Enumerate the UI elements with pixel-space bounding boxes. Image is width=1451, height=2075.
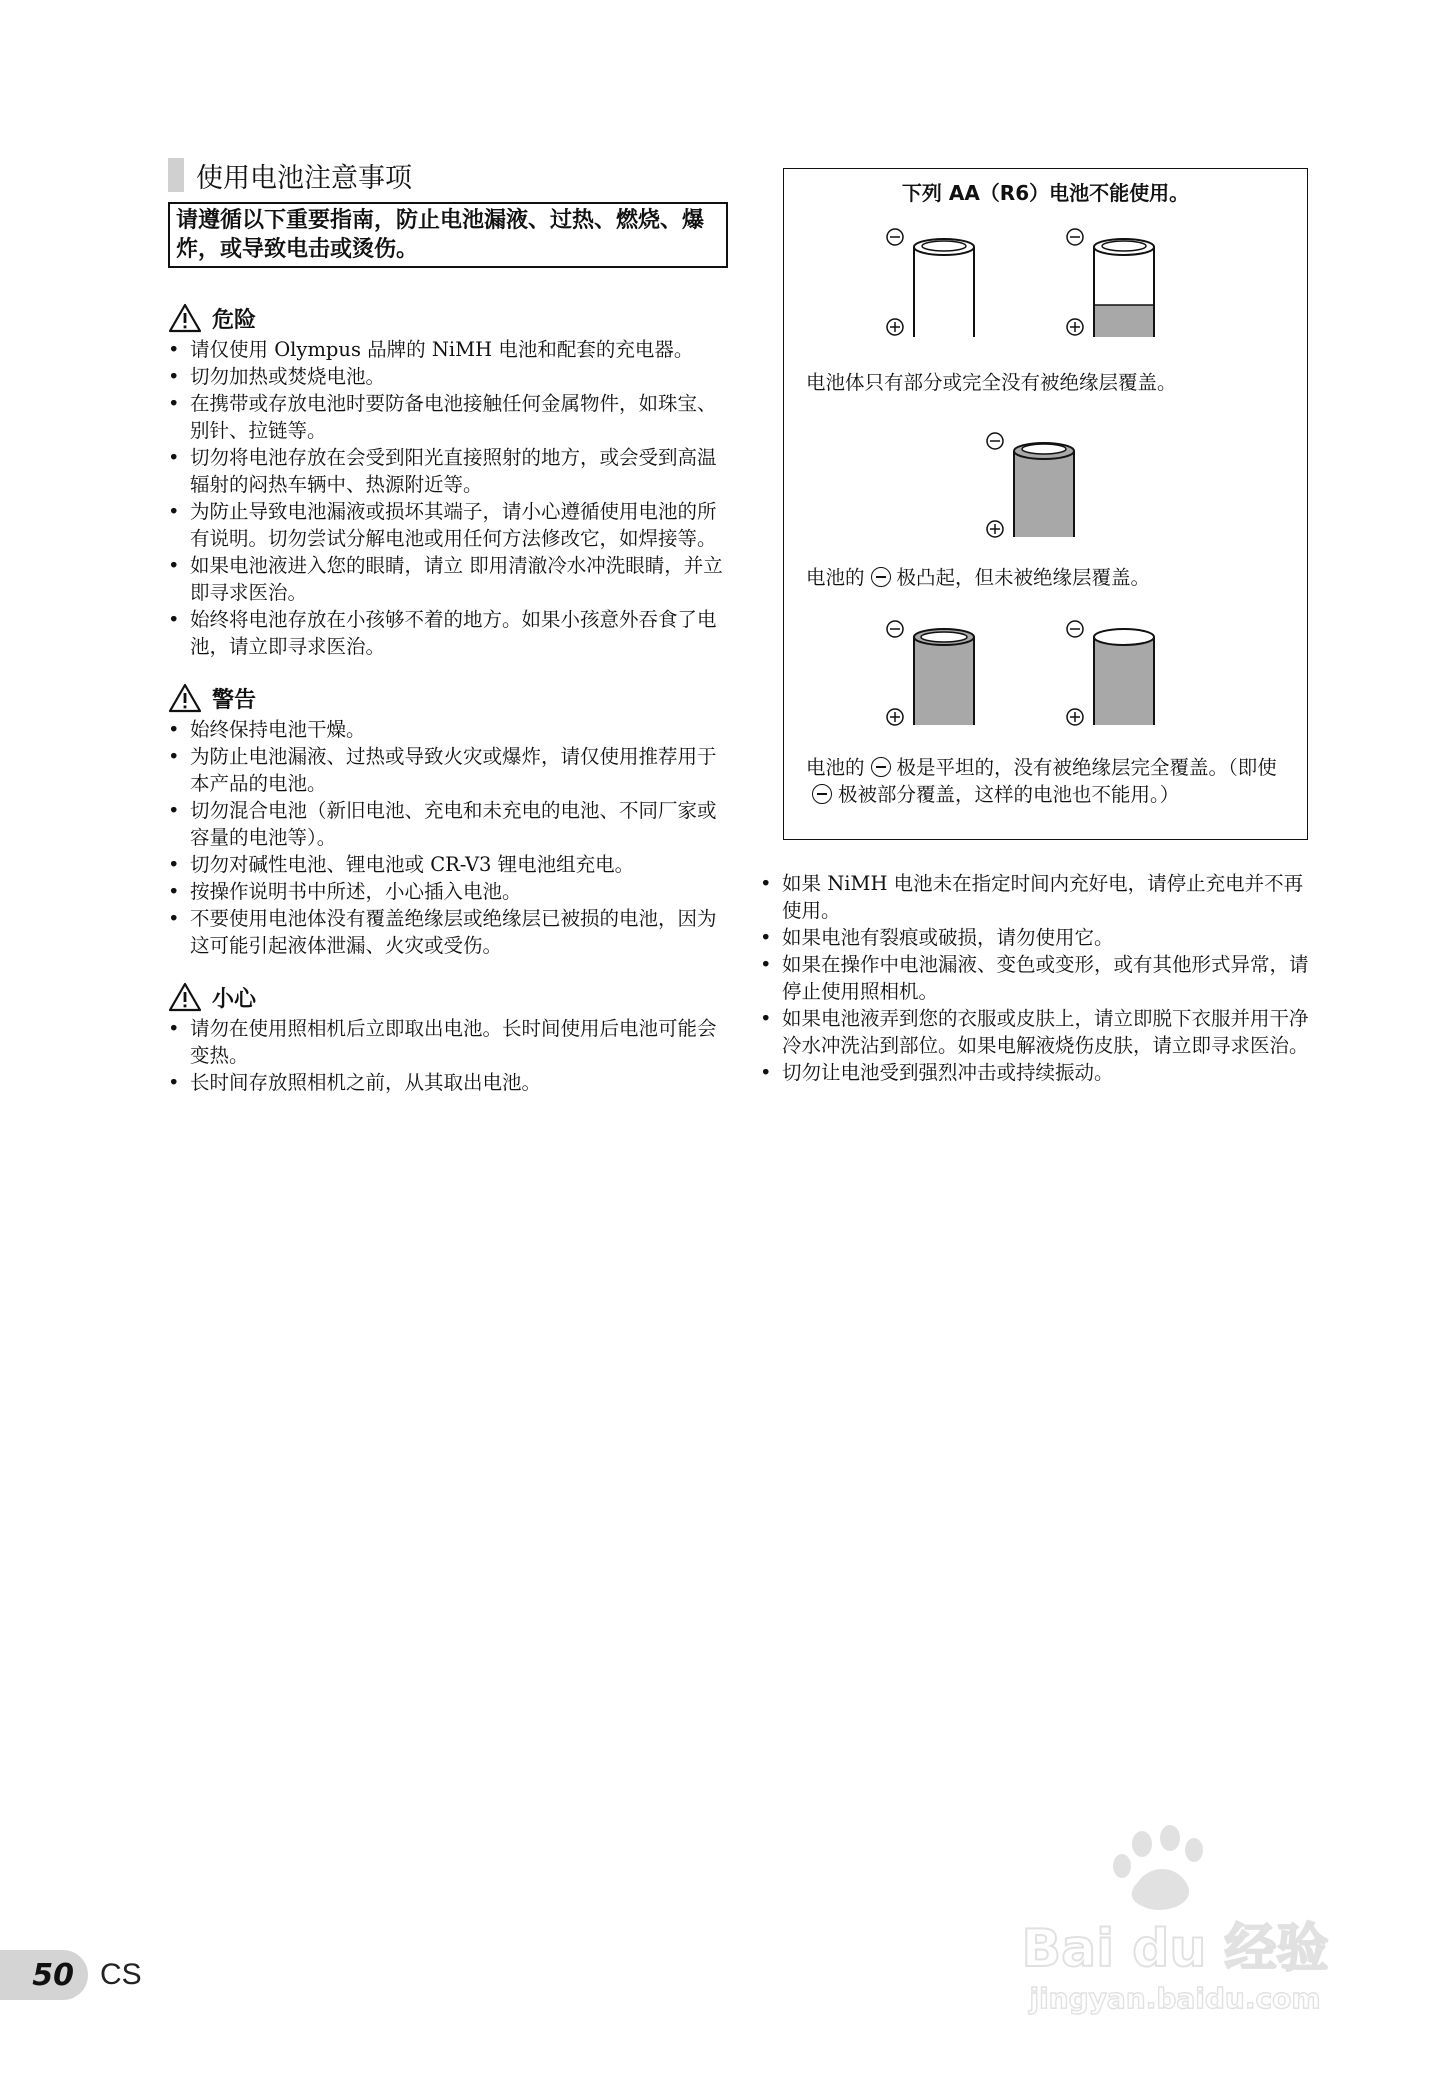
figure-caption-3 [806,754,1286,808]
list-item: • 如果电池有裂痕或破损，请勿使用它。 [760,924,1320,951]
caption2-part-b: 极凸起，但未被绝缘层覆盖。 [896,566,1151,589]
list-item: • 如果电池液进入您的眼睛，请立 即用清澈冷水冲洗眼睛，并立即寻求医治。 [168,552,728,606]
list-item: • 切勿对碱性电池、锂电池或 CR-V3 锂电池组充电。 [168,851,728,878]
page-number: 50 [0,1950,88,2000]
list-item: • 按操作说明书中所述，小心插入电池。 [168,878,728,905]
battery-flat-minus-uncovered-illustration [1064,617,1174,729]
list-item: • 如果 NiMH 电池未在指定时间内充好电，请停止充电并不再使用。 [760,870,1320,924]
list-item: • 如果电池液弄到您的衣服或皮肤上，请立即脱下衣服并用干净冷水冲洗沾到部位。如果电解液烧伤皮肤，请立即寻求医治。 [760,1005,1320,1059]
section-title [168,158,412,192]
figure-caption-2 [806,564,1286,591]
list-item: • 切勿将电池存放在会受到阳光直接照射的地方，或会受到高温辐射的闷热车辆中、热源附近等。 [168,444,728,498]
warning-triangle-icon [168,683,202,713]
battery-flat-minus-partial-illustration [884,617,994,729]
list-item: • 不要使用电池体没有覆盖绝缘层或绝缘层已被损的电池，因为这可能引起液体泄漏、火灾或受伤。 [168,905,728,959]
list-item: • 始终将电池存放在小孩够不着的地方。如果小孩意外吞食了电池，请立即寻求医治。 [168,606,728,660]
caption2-part-a: 电池的 [806,566,865,589]
more-precautions-list [760,870,1320,1086]
list-item: • 请仅使用 Olympus 品牌的 NiMH 电池和配套的充电器。 [168,336,728,363]
watermark-brand: Bai du 经验 [1021,1919,1329,1979]
caution-label: 小心 [212,986,257,1012]
intro-notice: 请遵循以下重要指南，防止电池漏液、过热、燃烧、爆炸，或导致电击或烫伤。 [168,202,728,268]
section-title-text: 使用电池注意事项 [196,162,412,194]
list-item: • 始终保持电池干燥。 [168,716,728,743]
warning-label: 警告 [212,687,257,713]
danger-label: 危险 [212,307,257,333]
list-item: • 如果在操作中电池漏液、变色或变形，或有其他形式异常，请停止使用照相机。 [760,951,1320,1005]
minus-terminal-icon [871,567,891,587]
list-item: • 在携带或存放电池时要防备电池接触任何金属物件，如珠宝、别针、拉链等。 [168,390,728,444]
caution-list [168,1015,728,1096]
baidu-watermark-logo [1010,1820,1340,2020]
caption3-part-c: 极被部分覆盖，这样的电池也不能用。） [838,783,1180,806]
list-item: • 为防止导致电池漏液或损坏其端子，请小心遵循使用电池的所有说明。切勿尝试分解电池或用任何方法修改它，如焊接等。 [168,498,728,552]
left-column [168,298,728,1116]
figure-caption-1: 电池体只有部分或完全没有被绝缘层覆盖。 [806,371,1177,394]
battery-no-insulation-illustration [884,227,994,339]
warning-heading [168,680,728,716]
warning-triangle-icon [168,982,202,1012]
figure-title: 下列 AA（R6）电池不能使用。 [901,181,1190,205]
right-column [760,870,1320,1106]
language-code: CS [100,1958,142,1991]
warning-list [168,716,728,959]
caution-heading [168,979,728,1015]
watermark-url: jingyan.baidu.com [1029,1982,1321,2015]
battery-raised-minus-illustration [984,429,1094,541]
title-marker [168,158,184,192]
unusable-battery-figure [783,168,1308,840]
list-item: • 切勿加热或焚烧电池。 [168,363,728,390]
minus-terminal-icon [871,757,891,777]
list-item: • 长时间存放照相机之前，从其取出电池。 [168,1069,728,1096]
danger-heading [168,300,728,336]
caption3-part-b: 极是平坦的，没有被绝缘层完全覆盖。（即使 [896,756,1277,779]
list-item: • 切勿让电池受到强烈冲击或持续振动。 [760,1059,1320,1086]
danger-list [168,336,728,660]
minus-terminal-icon [812,784,832,804]
battery-partial-insulation-illustration [1064,227,1174,339]
list-item: • 请勿在使用照相机后立即取出电池。长时间使用后电池可能会变热。 [168,1015,728,1069]
warning-triangle-icon [168,303,202,333]
list-item: • 切勿混合电池（新旧电池、充电和未充电的电池、不同厂家或容量的电池等）。 [168,797,728,851]
caption3-part-a: 电池的 [806,756,865,779]
list-item: • 为防止电池漏液、过热或导致火灾或爆炸，请仅使用推荐用于本产品的电池。 [168,743,728,797]
